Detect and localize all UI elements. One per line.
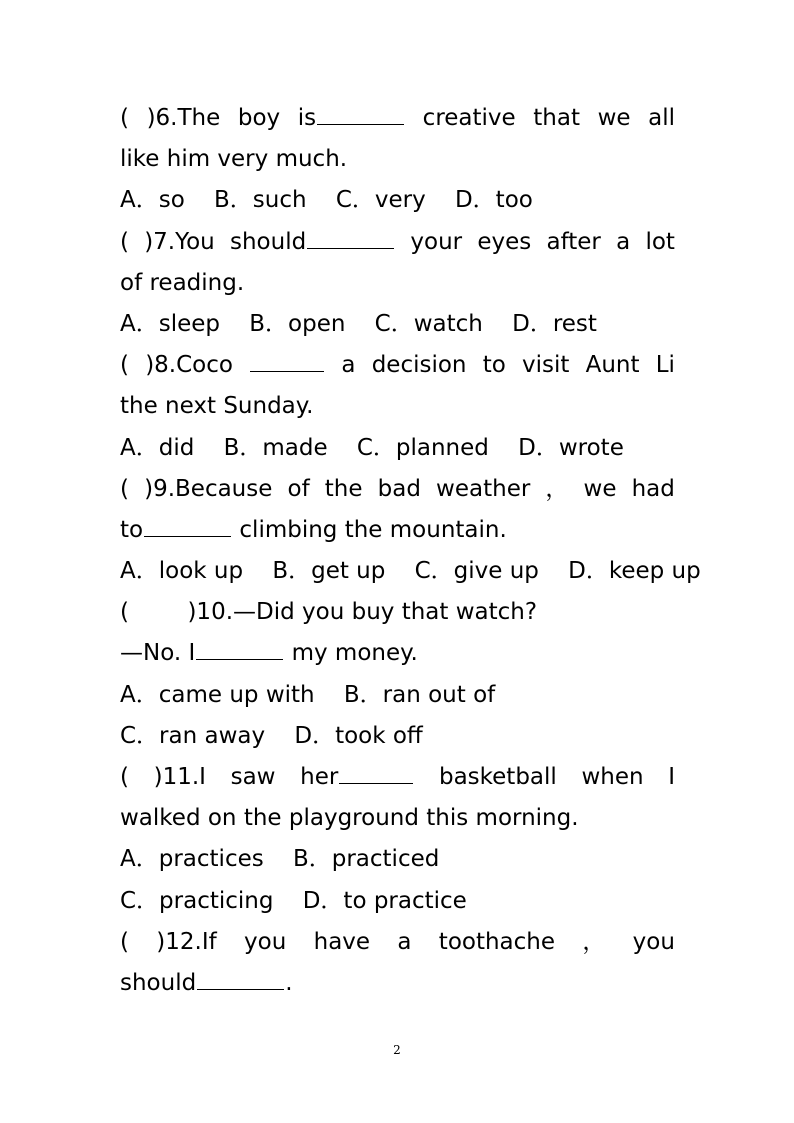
word: lot	[645, 228, 675, 255]
word: had	[631, 475, 675, 502]
question-10-line-2	[120, 633, 675, 674]
question-9-line-2	[120, 510, 675, 551]
word: basketball	[438, 764, 557, 790]
word: creative	[422, 105, 516, 131]
text: .	[285, 969, 293, 996]
answer-blank	[196, 658, 283, 660]
question-12-line-2	[120, 963, 675, 1004]
word: to	[482, 352, 506, 379]
word: bad	[377, 475, 421, 502]
word: a	[616, 228, 631, 255]
question-7-line-2: of reading.	[120, 269, 245, 296]
word: after	[546, 228, 601, 255]
answer-paren: (	[120, 928, 129, 955]
answer-paren: (	[120, 352, 129, 379]
answer-blank	[197, 988, 284, 990]
question-8-number: )8.Coco	[145, 352, 233, 379]
question-9-line-1	[120, 469, 675, 510]
word: visit	[522, 352, 570, 379]
question-11-line-2: walked on the playground this morning.	[120, 805, 579, 832]
word: a	[397, 928, 412, 955]
word: you	[632, 928, 675, 955]
question-9-options: A．look up B．get up C．give up D．keep up	[120, 558, 701, 585]
question-12-line-1	[120, 922, 675, 963]
answer-blank	[250, 370, 324, 372]
answer-paren: (	[120, 764, 129, 790]
question-7-number: )7.You	[144, 228, 215, 255]
answer-blank	[307, 247, 394, 249]
question-11-line-1	[120, 757, 675, 798]
page-number: 2	[393, 1043, 401, 1057]
text: climbing the mountain.	[232, 516, 507, 543]
comma: ，	[582, 928, 606, 955]
word-with-blank	[298, 98, 405, 139]
question-7-line-1	[120, 222, 675, 263]
word: decision	[371, 352, 467, 379]
word: have	[313, 928, 371, 955]
word: boy	[237, 105, 281, 131]
word: your	[410, 228, 463, 255]
word: all	[648, 105, 675, 131]
word: saw	[230, 764, 276, 790]
word: eyes	[477, 228, 532, 255]
comma: ，	[545, 475, 569, 502]
question-6-options: A．so B．such C．very D．too	[120, 187, 533, 214]
question-7-options: A．sleep B．open C．watch D．rest	[120, 310, 597, 337]
word: of	[287, 475, 310, 502]
question-11-options-b: C．practicing D．to practice	[120, 887, 467, 914]
question-8-line-2: the next Sunday.	[120, 393, 314, 420]
word: the	[324, 475, 363, 502]
word: should	[229, 228, 307, 255]
question-6-line-2: like him very much.	[120, 146, 348, 173]
question-6-line-1	[120, 98, 675, 139]
word: toothache	[438, 928, 556, 955]
word-with-blank	[300, 757, 414, 798]
word: Li	[655, 352, 675, 379]
question-11-number: )11.I	[153, 764, 206, 790]
word: when	[581, 764, 644, 790]
word: weather	[436, 475, 531, 502]
answer-paren: (	[120, 228, 129, 255]
answer-paren: (	[120, 105, 129, 131]
answer-blank	[317, 123, 404, 125]
word: you	[244, 928, 287, 955]
question-12-number: )12.If	[156, 928, 217, 955]
text: —No. I	[120, 640, 196, 667]
question-11-options-a: A．practices B．practiced	[120, 846, 440, 873]
answer-blank	[144, 535, 231, 537]
word: we	[583, 475, 617, 502]
word-with-blank	[230, 222, 395, 263]
text: to	[120, 516, 144, 543]
word: that	[533, 105, 580, 131]
question-list	[120, 98, 701, 1004]
answer-paren: (	[120, 475, 129, 502]
word: is	[297, 105, 317, 131]
word: I	[668, 764, 675, 790]
question-9-number: )9.Because	[144, 475, 273, 502]
question-8-line-1	[120, 345, 675, 386]
text: my money.	[284, 640, 418, 667]
question-10-options-a: A．came up with B．ran out of	[120, 681, 496, 708]
answer-blank	[339, 782, 413, 784]
word: a	[341, 352, 356, 379]
word: we	[597, 105, 631, 131]
question-8-options: A．did B．made C．planned D．wrote	[120, 434, 624, 461]
question-6-number: )6.The	[146, 105, 221, 131]
word: Aunt	[585, 352, 640, 379]
question-10-options-b: C．ran away D．took off	[120, 722, 423, 749]
question-10-line-1: ( )10.—Did you buy that watch?	[120, 599, 538, 626]
text: should	[120, 969, 197, 996]
word: her	[300, 764, 339, 790]
